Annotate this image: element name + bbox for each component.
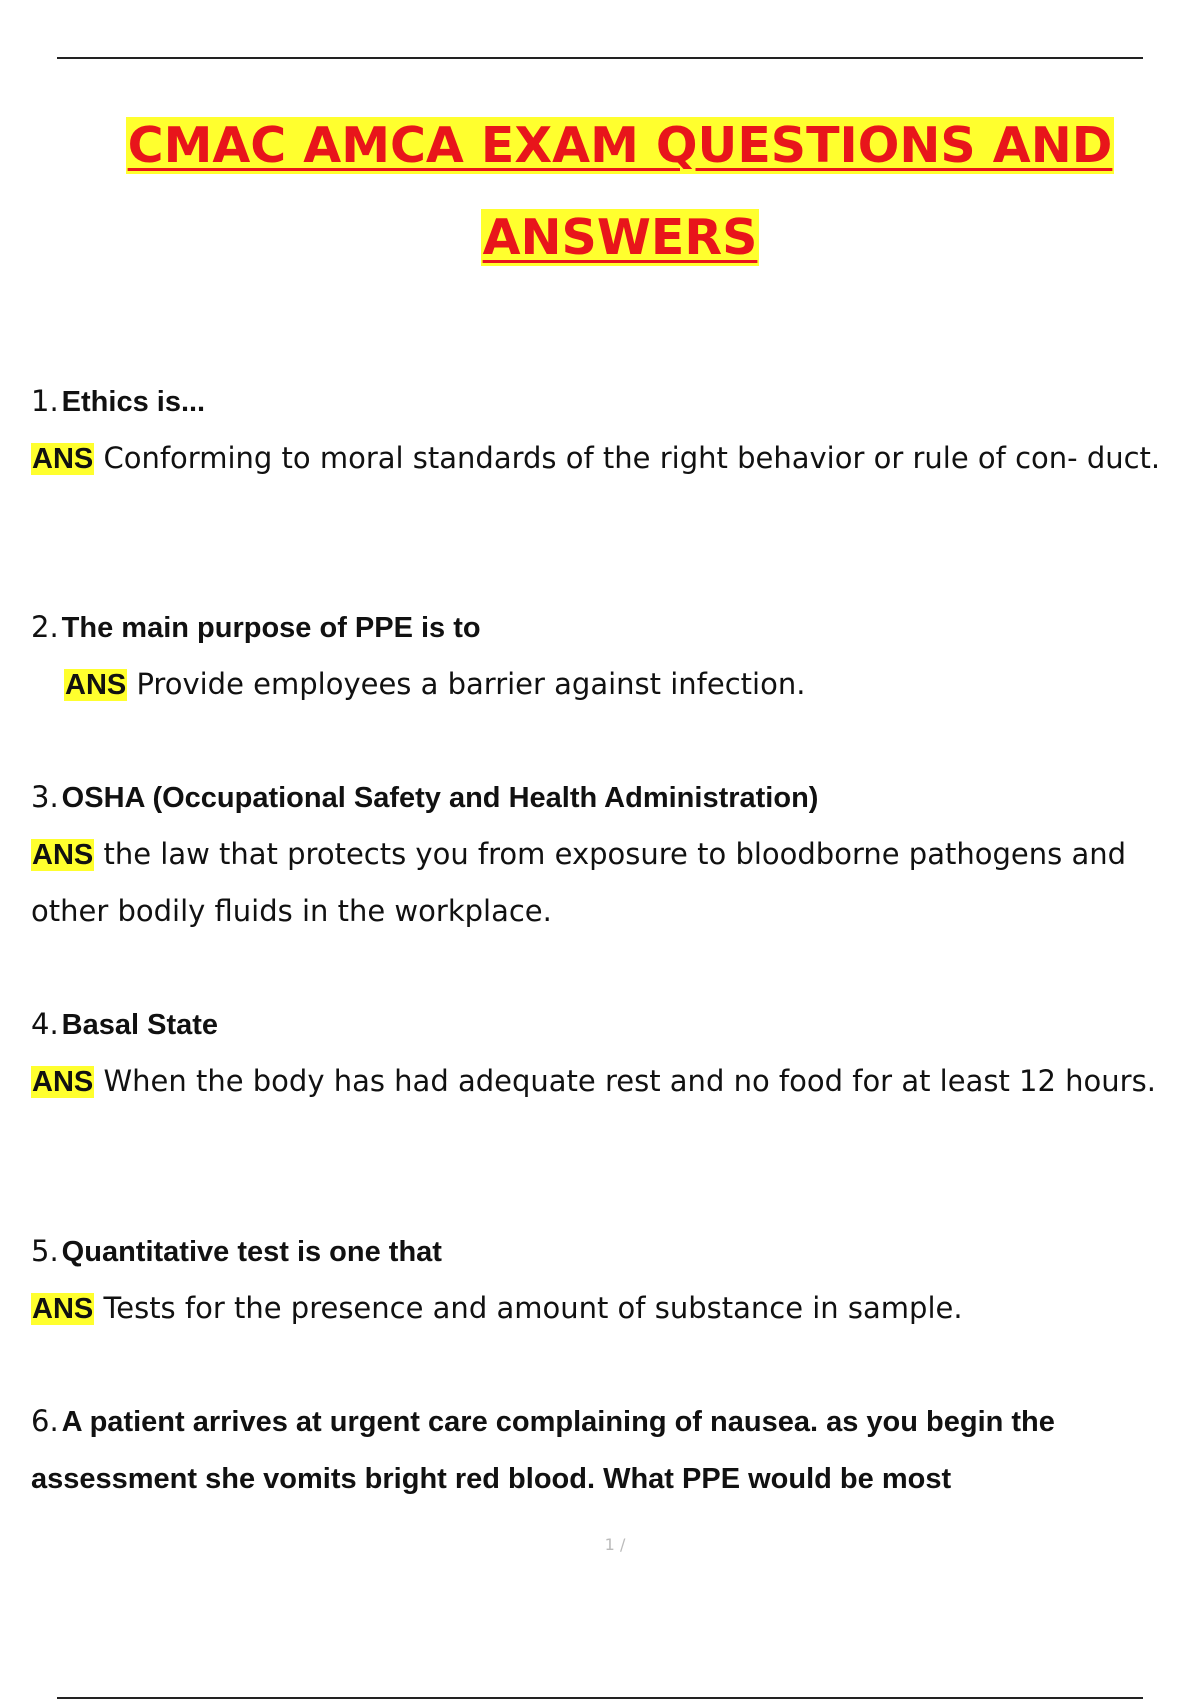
question-text: Quantitative test is one that xyxy=(61,1236,442,1268)
answer-label: ANS xyxy=(65,669,127,701)
question-row xyxy=(31,996,1181,1053)
question-text: Basal State xyxy=(61,1009,219,1041)
question-block-4 xyxy=(31,996,1181,1110)
title-line-2: ANSWERS xyxy=(482,209,758,266)
question-row xyxy=(31,1393,1181,1507)
answer-text: the law that protects you from exposure to bloodborne pathogens and other bodily fluids in the workplace. xyxy=(31,837,1127,928)
answer-row xyxy=(31,1280,1181,1337)
question-number: 2. xyxy=(31,610,59,644)
question-block-6 xyxy=(31,1393,1181,1507)
answer-label: ANS xyxy=(32,1293,94,1325)
bottom-rule xyxy=(57,1697,1143,1699)
answer-text: Provide employees a barrier against infection. xyxy=(136,667,806,701)
question-text: The main purpose of PPE is to xyxy=(61,612,481,644)
title-line-1: CMAC AMCA EXAM QUESTIONS AND xyxy=(127,117,1113,174)
question-block-3 xyxy=(31,769,1181,939)
answer-label: ANS xyxy=(32,1066,94,1098)
question-number: 3. xyxy=(31,780,59,814)
answer-label: ANS xyxy=(32,443,94,475)
question-number: 6. xyxy=(31,1404,59,1438)
answer-text: Conforming to moral standards of the right behavior or rule of con- duct. xyxy=(103,441,1161,475)
question-row xyxy=(31,373,1181,430)
question-row xyxy=(31,1223,1181,1280)
question-text: OSHA (Occupational Safety and Health Administration) xyxy=(61,782,819,814)
question-number: 4. xyxy=(31,1007,59,1041)
question-row xyxy=(31,769,1181,826)
question-block-5 xyxy=(31,1223,1181,1337)
question-number: 1. xyxy=(31,384,59,418)
answer-row xyxy=(31,1053,1181,1110)
answer-text: When the body has had adequate rest and no food for at least 12 hours. xyxy=(103,1064,1156,1098)
question-number: 5. xyxy=(31,1234,59,1268)
answer-row xyxy=(31,430,1181,487)
page-number: 1 / xyxy=(604,1535,626,1554)
answer-row xyxy=(31,826,1181,939)
answer-text: Tests for the presence and amount of substance in sample. xyxy=(103,1291,963,1325)
question-row xyxy=(31,599,1181,656)
question-block-1 xyxy=(31,373,1181,487)
question-block-2 xyxy=(31,599,1181,713)
top-rule xyxy=(57,57,1143,59)
question-text: Ethics is... xyxy=(61,386,206,418)
answer-row xyxy=(31,656,1181,713)
question-text: A patient arrives at urgent care complaining of nausea. as you begin the assessment she vomits bright red blood. What PPE would be most xyxy=(31,1406,1055,1495)
document-title xyxy=(60,100,1180,284)
answer-label: ANS xyxy=(32,839,94,871)
